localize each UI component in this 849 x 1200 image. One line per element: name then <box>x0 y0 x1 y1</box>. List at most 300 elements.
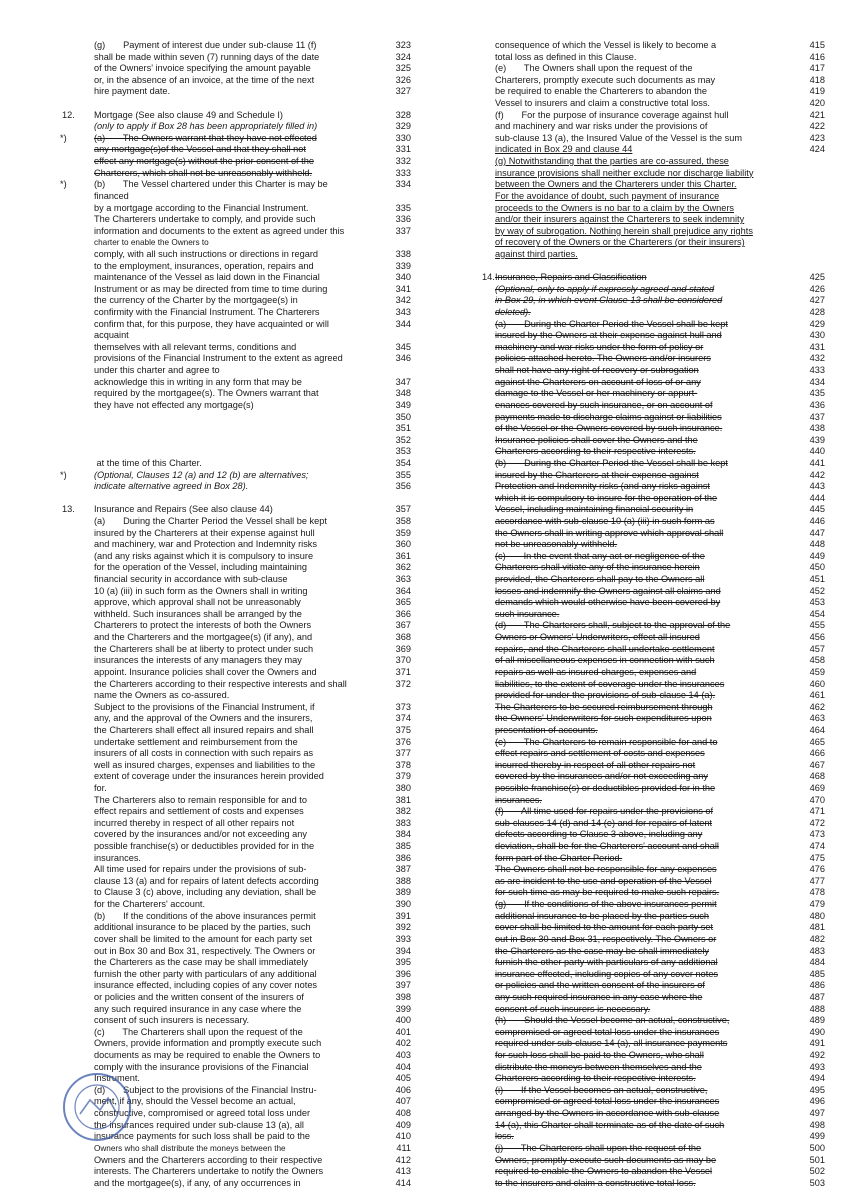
line-text: effect repairs and settlement of costs and expenses <box>495 748 705 759</box>
left-line <box>58 342 420 354</box>
left-line <box>58 806 420 818</box>
line-text: for such time as may be required to make such repairs. <box>495 887 720 898</box>
line-text: any such required insurance in any case where the <box>94 1003 302 1014</box>
line-text: distribute the moneys between themselves and the <box>495 1061 702 1072</box>
left-line <box>58 52 420 64</box>
line-number: 501 <box>809 1154 825 1165</box>
line-number: 429 <box>809 318 825 329</box>
right-line <box>478 574 830 586</box>
line-text: approve, which approval shall not be unreasonably <box>94 597 301 608</box>
line-number: 465 <box>809 736 825 747</box>
line-text: Charterers, which shall not be unreasonably withheld. <box>94 167 313 178</box>
line-text: insurers of all costs in connection with such repairs as <box>94 748 314 759</box>
line-number: 337 <box>395 225 411 236</box>
left-line <box>58 829 420 841</box>
line-text: (a) The Owners warrant that they have not effected <box>94 132 317 143</box>
right-line <box>478 237 830 249</box>
line-text: the currency of the Charter by the mortgagee(s) in <box>94 295 298 306</box>
right-line <box>478 795 830 807</box>
line-text: indicate alternative agreed in Box 28). <box>94 481 249 492</box>
line-number: 471 <box>809 806 825 817</box>
line-text: compromised or agreed total loss under the insurances <box>495 1026 720 1037</box>
line-number: 470 <box>809 794 825 805</box>
left-line <box>58 481 420 493</box>
line-number: 391 <box>395 910 411 921</box>
line-number: 430 <box>809 330 825 341</box>
line-text: the Charterers shall effect all insured repairs and shall <box>94 724 314 735</box>
left-line <box>58 493 420 505</box>
line-number: 403 <box>395 1050 411 1061</box>
line-text: Owners or Owners' Underwriters, effect all insured <box>495 632 700 643</box>
line-number: 409 <box>395 1119 411 1130</box>
line-number: 330 <box>395 132 411 143</box>
left-line <box>58 1178 420 1190</box>
line-text: (f) All time used for repairs under the provisions of <box>495 806 714 817</box>
line-number: 344 <box>395 318 411 329</box>
right-line <box>478 737 830 749</box>
left-line <box>58 969 420 981</box>
right-line <box>478 655 830 667</box>
left-line <box>58 760 420 772</box>
left-line <box>58 98 420 110</box>
line-text: required by the mortgagee(s). The Owners warrant that <box>94 388 319 399</box>
line-text: cover shall be limited to the amount for each party set <box>94 933 313 944</box>
line-text: furnish the other party with particulars of any additional <box>94 968 317 979</box>
left-line <box>58 168 420 180</box>
line-text: The Charterers undertake to comply, and provide such <box>94 214 316 225</box>
left-line <box>58 853 420 865</box>
line-number: 439 <box>809 434 825 445</box>
line-text: (d) Subject to the provisions of the Financial Instru- <box>94 1084 317 1095</box>
line-text: appoint. Insurance policies shall cover the Owners and <box>94 666 317 677</box>
line-number: 436 <box>809 399 825 410</box>
line-text: total loss as defined in this Clause. <box>495 51 637 62</box>
line-number: 445 <box>809 504 825 515</box>
line-number: 437 <box>809 411 825 422</box>
line-text: for the operation of the Vessel, including maintaining <box>94 562 307 573</box>
line-number: 390 <box>395 899 411 910</box>
line-text: proceeds to the Owners is no bar to a claim by the Owners <box>495 202 734 213</box>
line-text: arranged by the Owners in accordance with sub-clause <box>495 1108 720 1119</box>
line-text: undertake settlement and reimbursement from the <box>94 736 298 747</box>
line-number: 371 <box>395 666 411 677</box>
line-text: interests. The Charterers undertake to notify the Owners <box>94 1166 324 1177</box>
line-text: and machinery and war risks under the provisions of <box>495 121 708 132</box>
line-number: 397 <box>395 980 411 991</box>
line-text: by way of subrogation. Nothing herein shall prejudice any rights <box>495 225 753 236</box>
line-text: to Clause 3 (c) above, including any deviation, shall be <box>94 887 317 898</box>
line-text: shall be made within seven (7) running days of the date <box>94 51 320 62</box>
line-text: Insurance, Repairs and Classification <box>495 272 647 283</box>
line-text: defects according to Clause 3 above, including any <box>495 829 703 840</box>
line-text: (a) During the Charter Period the Vessel shall be kept <box>495 318 728 329</box>
left-line <box>58 713 420 725</box>
line-number: 435 <box>809 388 825 399</box>
line-number: 367 <box>395 620 411 631</box>
right-line <box>478 63 830 75</box>
line-text: as are incident to the use and operation of the Vessel <box>495 875 712 886</box>
line-number: 488 <box>809 1003 825 1014</box>
line-text: the Charterers according to their respective interests and shall <box>94 678 347 689</box>
right-line <box>478 98 830 110</box>
left-line <box>58 377 420 389</box>
left-line <box>58 737 420 749</box>
line-number: 380 <box>395 783 411 793</box>
line-text: form part of the Charter Period. <box>495 852 623 863</box>
clause-number: 13. <box>62 504 75 515</box>
right-line <box>478 377 830 389</box>
line-number: 404 <box>395 1061 411 1072</box>
line-text: Charterers, promptly execute such documents as may <box>495 74 716 85</box>
right-line <box>478 516 830 528</box>
line-text: insurance provisions shall neither exclude nor discharge liability <box>495 167 754 178</box>
left-line <box>58 690 420 702</box>
right-line <box>478 261 830 273</box>
right-line <box>478 435 830 447</box>
left-line <box>58 261 420 273</box>
line-text: shall not have any right of recovery or subrogation <box>495 365 699 376</box>
line-number: 443 <box>809 481 825 492</box>
line-number: 336 <box>395 214 411 225</box>
right-line <box>478 191 830 203</box>
left-line <box>58 899 420 911</box>
line-text: consent of such insurers is necessary. <box>495 1003 651 1014</box>
line-text: provisions of the Financial Instrument to the extent as agreed <box>94 353 343 364</box>
line-text: they have not effected any mortgage(s) <box>94 399 254 410</box>
line-text: of the Vessel or the Owners covered by such insurance. <box>495 423 723 434</box>
line-number: 432 <box>809 353 825 364</box>
line-text: the Charterers as the case may be shall immediately <box>94 957 308 968</box>
left-line <box>58 446 420 458</box>
alternative-marker: *) <box>60 132 67 143</box>
right-line <box>478 203 830 215</box>
line-number: 480 <box>809 910 825 921</box>
line-number: 381 <box>395 794 411 805</box>
left-line <box>58 528 420 540</box>
line-number: 468 <box>809 771 825 782</box>
line-number: 325 <box>395 63 411 74</box>
left-line <box>58 203 420 215</box>
left-line <box>58 319 420 331</box>
line-text: (b) If the conditions of the above insurances permit <box>94 910 316 921</box>
left-line <box>58 551 420 563</box>
line-text: constructive, compromised or agreed total loss under <box>94 1108 311 1119</box>
line-text: losses and indemnify the Owners against all claims and <box>495 585 721 596</box>
line-text: repairs, and the Charterers shall undertake settlement <box>495 643 715 654</box>
line-text: acquaint <box>94 330 129 341</box>
left-line <box>58 179 420 191</box>
right-line <box>478 806 830 818</box>
line-number: 434 <box>809 376 825 387</box>
line-number: 490 <box>809 1026 825 1037</box>
line-number: 475 <box>809 852 825 863</box>
left-line <box>58 330 420 342</box>
line-text: All time used for repairs under the provisions of sub- <box>94 864 307 875</box>
right-line <box>478 1178 830 1190</box>
line-text: be required to enable the Charterers to abandon the <box>495 86 707 97</box>
left-line <box>58 272 420 284</box>
line-number: 457 <box>809 643 825 654</box>
line-number: 393 <box>395 933 411 944</box>
right-line <box>478 1120 830 1132</box>
right-column <box>478 40 830 1189</box>
right-line <box>478 597 830 609</box>
line-text: acknowledge this in writing in any form that may be <box>94 376 302 387</box>
line-text: name the Owners as co-assured. <box>94 690 230 701</box>
line-number: 407 <box>395 1096 411 1107</box>
line-text: insured by the Charterers at their expense against <box>495 469 699 480</box>
line-text: insured by the Owners at their expense against hull and <box>495 330 722 341</box>
left-line <box>58 876 420 888</box>
line-number: 332 <box>395 156 411 167</box>
left-line <box>58 725 420 737</box>
line-number: 493 <box>809 1061 825 1072</box>
line-text: themselves with all relevant terms, conditions and <box>94 341 297 352</box>
line-text: Charterers to protect the interests of both the Owners <box>94 620 312 631</box>
line-number: 448 <box>809 539 825 550</box>
left-line <box>58 226 420 238</box>
right-line <box>478 748 830 760</box>
line-text: any mortgage(s)of the Vessel and that they shall not <box>94 144 306 155</box>
left-line <box>58 40 420 52</box>
left-line <box>58 214 420 226</box>
line-number: 338 <box>395 248 411 259</box>
line-text: (e) The Charterers to remain responsible for and to <box>495 736 718 747</box>
line-text: Owners and the Charterers according to their respective <box>94 1154 323 1165</box>
line-number: 363 <box>395 574 411 585</box>
line-text: and the mortgagee(s), if any, of any occurrences in <box>94 1177 301 1188</box>
line-text: loss. <box>495 1131 514 1142</box>
left-line <box>58 887 420 899</box>
right-line <box>478 1131 830 1143</box>
line-number: 364 <box>395 585 411 596</box>
line-number: 479 <box>809 899 825 910</box>
line-number: 324 <box>395 51 411 62</box>
left-line <box>58 771 420 783</box>
line-text: maintenance of the Vessel as laid down in the Financial <box>94 272 320 283</box>
left-line <box>58 539 420 551</box>
line-number: 469 <box>809 783 825 793</box>
line-number: 412 <box>395 1154 411 1165</box>
right-line <box>478 783 830 795</box>
line-text: (f) For the purpose of insurance coverage against hull <box>495 109 729 120</box>
line-number: 466 <box>809 748 825 759</box>
line-text: well as insured charges, expenses and liabilities to the <box>94 759 316 770</box>
left-line <box>58 86 420 98</box>
line-text: of the Owners' invoice specifying the amount payable <box>94 63 311 74</box>
right-line <box>478 922 830 934</box>
line-number: 329 <box>395 121 411 132</box>
line-number: 498 <box>809 1119 825 1130</box>
left-line <box>58 133 420 145</box>
line-number: 372 <box>395 678 411 689</box>
line-text: Charterers shall vitiate any of the insurance herein <box>495 562 700 573</box>
line-text: (c) In the event that any act or negligence of the <box>495 550 705 561</box>
right-line <box>478 272 830 284</box>
line-number: 486 <box>809 980 825 991</box>
line-number: 333 <box>395 167 411 178</box>
alternative-marker: *) <box>60 179 67 190</box>
left-line <box>58 597 420 609</box>
line-text: covered by the insurances and/or not exceeding any <box>495 771 708 782</box>
line-text: additional insurance to be placed by the parties, such <box>94 922 311 933</box>
line-text: payments made to discharge claims against or liabilities <box>495 411 722 422</box>
line-text: any such required insurance in any case where the <box>495 991 703 1002</box>
line-text: The Charterers to be secured reimbursement through <box>495 701 713 712</box>
right-line <box>478 911 830 923</box>
right-line <box>478 934 830 946</box>
line-text: furnish the other party with particulars of any additional <box>495 957 718 968</box>
line-number: 482 <box>809 933 825 944</box>
line-number: 416 <box>809 51 825 62</box>
line-text: The Charterers also to remain responsible for and to <box>94 794 307 805</box>
right-line <box>478 1096 830 1108</box>
line-text: against third parties. <box>495 248 578 259</box>
right-line <box>478 1073 830 1085</box>
left-line <box>58 470 420 482</box>
right-line <box>478 214 830 226</box>
left-line <box>58 946 420 958</box>
line-text: Instrument or as may be directed from time to time during <box>94 283 328 294</box>
line-text: required under sub-clause 14 (a), all insurance payments <box>495 1038 728 1049</box>
right-line <box>478 1085 830 1097</box>
left-line <box>58 365 420 377</box>
line-text: financed <box>94 190 129 201</box>
line-number: 477 <box>809 875 825 886</box>
line-number: 340 <box>395 272 411 283</box>
line-number: 386 <box>395 852 411 863</box>
line-number: 401 <box>395 1026 411 1037</box>
line-number: 424 <box>809 144 825 155</box>
line-number: 433 <box>809 365 825 376</box>
right-line <box>478 353 830 365</box>
line-number: 408 <box>395 1108 411 1119</box>
line-number: 394 <box>395 945 411 956</box>
right-line <box>478 493 830 505</box>
line-number: 360 <box>395 539 411 550</box>
right-line <box>478 632 830 644</box>
line-number: 328 <box>395 109 411 120</box>
line-number: 459 <box>809 666 825 677</box>
right-line <box>478 284 830 296</box>
line-number: 419 <box>809 86 825 97</box>
right-line <box>478 1166 830 1178</box>
line-text: The Owners shall not be responsible for any expenses <box>495 864 717 875</box>
left-line <box>58 748 420 760</box>
left-line <box>58 191 420 203</box>
line-text: deviation, shall be for the Charterers' account and shall <box>495 841 719 852</box>
line-text: withheld. Such insurances shall be arranged by the <box>94 608 302 619</box>
line-number: 413 <box>395 1166 411 1177</box>
line-number: 376 <box>395 736 411 747</box>
line-text: insured by the Charterers at their expense against hull <box>94 527 315 538</box>
line-number: 442 <box>809 469 825 480</box>
left-line <box>58 655 420 667</box>
right-line <box>478 319 830 331</box>
line-text: Owners who shall distribute the moneys between the <box>94 1143 286 1153</box>
line-number: 495 <box>809 1084 825 1095</box>
line-text: incurred thereby in respect of all other repairs not <box>94 817 295 828</box>
left-line <box>58 1155 420 1167</box>
line-number: 374 <box>395 713 411 724</box>
left-line <box>58 1004 420 1016</box>
left-line <box>58 783 420 795</box>
right-line <box>478 121 830 133</box>
line-text: any, and the approval of the Owners and the insurers, <box>94 713 313 724</box>
left-line <box>58 295 420 307</box>
line-number: 382 <box>395 806 411 817</box>
left-line <box>58 586 420 598</box>
line-number: 455 <box>809 620 825 631</box>
line-text: (only to apply if Box 28 has been appropriately filled in) <box>94 121 318 132</box>
right-line <box>478 620 830 632</box>
right-line <box>478 992 830 1004</box>
line-number: 354 <box>395 457 411 468</box>
left-line <box>58 504 420 516</box>
line-number: 502 <box>809 1166 825 1177</box>
line-number: 500 <box>809 1142 825 1153</box>
left-line <box>58 388 420 400</box>
line-text: (Optional, only to apply if expressly agreed and stated <box>495 283 715 294</box>
line-number: 467 <box>809 759 825 770</box>
right-line <box>478 1143 830 1155</box>
right-line <box>478 388 830 400</box>
line-number: 327 <box>395 86 411 97</box>
right-line <box>478 899 830 911</box>
right-line <box>478 423 830 435</box>
right-line <box>478 667 830 679</box>
left-line <box>58 307 420 319</box>
line-text: comply, with all such instructions or directions in regard <box>94 248 318 259</box>
right-line <box>478 644 830 656</box>
line-text: out in Box 30 and Box 31, respectively. The Owners or <box>94 945 316 956</box>
line-number: 451 <box>809 574 825 585</box>
right-line <box>478 133 830 145</box>
line-text: the insurances required under sub-clause 13 (a), all <box>94 1119 304 1130</box>
line-text: to the employment, insurances, operation, repairs and <box>94 260 314 271</box>
left-line <box>58 75 420 87</box>
right-line <box>478 539 830 551</box>
line-text: (g) Notwithstanding that the parties are co-assured, these <box>495 156 729 167</box>
line-text: required to enable the Owners to abandon the Vessel <box>495 1166 713 1177</box>
line-number: 478 <box>809 887 825 898</box>
line-number: 343 <box>395 307 411 318</box>
line-number: 415 <box>809 40 825 50</box>
line-text: of recovery of the Owners or the Charterers (or their insurers) <box>495 237 745 248</box>
line-number: 387 <box>395 864 411 875</box>
line-text: Insurance and Repairs (See also clause 44) <box>94 504 273 515</box>
line-text: hire payment date. <box>94 86 171 97</box>
line-number: 406 <box>395 1084 411 1095</box>
line-text: consent of such insurers is necessary. <box>94 1015 250 1026</box>
line-text: Charterers according to their respective interests. <box>495 446 696 457</box>
line-number: 377 <box>395 748 411 759</box>
line-text: by a mortgage according to the Financial Instrument. <box>94 202 309 213</box>
line-number: 484 <box>809 957 825 968</box>
line-number: 368 <box>395 632 411 643</box>
line-text: liabilities, to the extent of coverage under the insurances <box>495 678 725 689</box>
line-text: and/or their insurers against the Charterers to seek indemnity <box>495 214 745 225</box>
right-line <box>478 458 830 470</box>
line-text: Protection and Indemnity risks (and any risks against <box>495 481 710 492</box>
line-number: 410 <box>395 1131 411 1142</box>
line-text: cover shall be limited to the amount for each party set <box>495 922 714 933</box>
line-number: 411 <box>396 1142 411 1153</box>
right-line <box>478 713 830 725</box>
line-text: Vessel to insurers and claim a constructive total loss. <box>495 98 710 109</box>
right-line <box>478 864 830 876</box>
right-line <box>478 1027 830 1039</box>
